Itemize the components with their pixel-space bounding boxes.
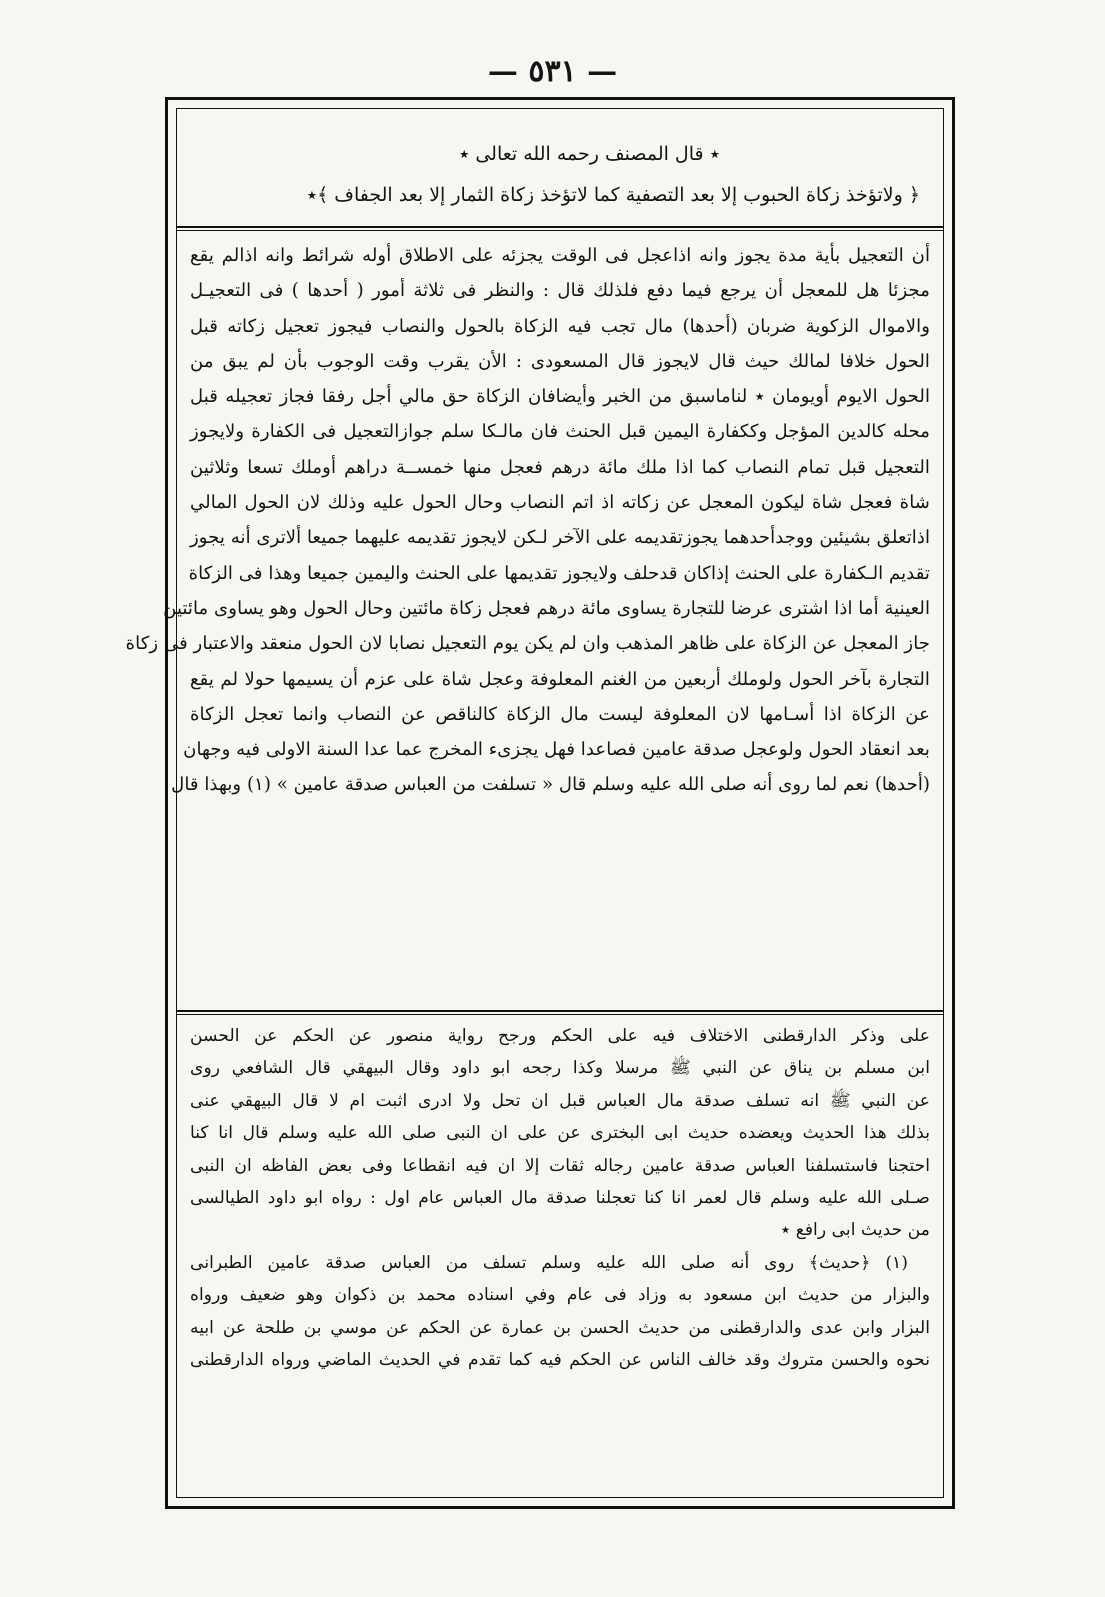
footnote-line: ابن مسلم بن يناق عن النبي ﷺ مرسلا وكذا رجحه ابو داود وقال البيهقي قال الشافعي روى [190, 1058, 930, 1079]
footnote-line: صـلى الله عليه وسلم قال لعمر انا كنا تعجلنا صدقة مال العباس عام اول : رواه ابو داود الطيالسى [190, 1188, 930, 1209]
header-line: ٭ قال المصنف رحمه الله تعالى ٭ [458, 143, 720, 165]
footnote-line: بذلك هذا الحديث ويعضده حديث ابى البخترى عن على ان النبى صلى الله عليه وسلم قال انا كنا [190, 1123, 930, 1144]
commentary-line: تقديم الـكفارة على الحنث إذاكان قدحلف ولايجوز تقديمها على الحنث واليمين جميعا وهذا فى الزكاة [188, 562, 930, 584]
commentary-line: جاز المعجل عن الزكاة على ظاهر المذهب وان لم يكن يوم التعجيل نصابا لان الحول منعقد والاعتبار فى زكاة [125, 633, 930, 655]
commentary-line: أن التعجيل بأية مدة يجوز وانه اذاعجل فى الوقت يجزئه على الاطلاق أوله شرائط وانه اذالم يقع [190, 245, 930, 266]
footnote-divider [176, 1010, 944, 1015]
commentary-line: التجارة بآخر الحول ولوملك أربعين من الغنم المعلوفة وعجل شاة على عزم أن يسيمها حولا لم يقع [190, 668, 930, 690]
footnote-line: نحوه والحسن متروك وقد خالف الناس عن الحكم فيه كما تقدم في الحديث الماضي ورواه الدارقطنى [190, 1350, 930, 1371]
footnote-line: (١) ﴿حديث﴾ روى أنه صلى الله عليه وسلم تسلف من العباس صدقة عامين الطبرانى [190, 1252, 908, 1273]
footnote-line: من حديث ابى رافع ٭ [780, 1220, 930, 1241]
commentary-line: العينية أما اذا اشترى عرضا للتجارة يساوى مائة درهم فعجل زكاة مائتين وحال الحول وهو يساوى مائتين [163, 597, 930, 619]
footnotes-text [190, 1020, 930, 1376]
commentary-line: الحول الايوم أويومان ٭ لناماسبق من الخبر وأيضافان الزكاة حق مالي أجل رفقا فجاز تعجيله قبل [190, 386, 930, 408]
footnote-line: البزار وابن عدى والدارقطنى من حديث الحسن بن عمارة عن الحكم عن موسي بن طلحة عن ابيه [190, 1317, 930, 1338]
footnote-line: على وذكر الدارقطنى الاختلاف فيه على الحكم ورجح رواية منصور عن الحكم عن الحسن [190, 1026, 930, 1046]
header-divider [176, 226, 944, 231]
footnote-line: عن النبي ﷺ انه تسلف صدقة مال العباس قبل ان تحل ولا ادرى اثبت ام لا قال البيهقي عنى [190, 1090, 930, 1111]
commentary-line: شاة فعجل شاة ليكون المعجل عن زكاته اذ اتم النصاب وحال الحول عليه وذلك لان الحول المالي [190, 492, 930, 514]
commentary-line: مجزئا هل للمعجل أن يرجع فيما دفع فلذلك قال : والنظر فى ثلاثة أمور ( أحدها ) فى التعجيـل [190, 280, 930, 302]
commentary-line: الحول خلافا لمالك حيث قال لايجوز قال المسعودى : الأن يقرب وقت الوجوب بأن لم يبق من [190, 350, 930, 372]
section-header [190, 134, 930, 216]
commentary-line: بعد انعقاد الحول ولوعجل صدقة عامين فصاعدا فهل يجزىء المخرج عما عدا السنة الاولى فيه وجهان [183, 739, 930, 761]
commentary-line: محله كالدين المؤجل وككفارة اليمين قبل الحنث فان مالـكا سلم جوازالتعجيل فى الكفارة ولايجوز [190, 421, 930, 443]
commentary-line: والاموال الزكوية ضربان (أحدها) مال تجب فيه الزكاة بالحول والنصاب فيجوز تعجيل زكاته قبل [190, 315, 930, 337]
page-number: — ٥٣١ — [487, 54, 618, 89]
commentary-text [125, 238, 930, 803]
commentary-line: التعجيل قبل تمام النصاب كما اذا ملك مائة درهم فعجل منها خمســة دراهم أوملك تسعا وثلاثين [190, 456, 930, 478]
footnote-line: احتجنا فاستسلفنا العباس صدقة عامين رجاله ثقات إلا ان فيه انقطاعا وفى بعض الفاظه ان النبى [190, 1155, 930, 1176]
commentary-line: عن الزكاة اذا أسـامها لان المعلوفة ليست مال الزكاة كالناقص عن النصاب وانما تعجل الزكاة [190, 703, 930, 725]
commentary-line: اذاتعلق بشيئين ووجدأحدهما يجوزتقديمه على الآخر لـكن لايجوز تقديمه عليهما جميعا ألاترى أنه يجوز [190, 527, 930, 549]
header-line: ﴿ ولاتؤخذ زكاة الحبوب إلا بعد التصفية كما لاتؤخذ زكاة الثمار إلا بعد الجفاف ﴾٭ [306, 184, 920, 206]
footnote-line: والبزار من حديث ابن مسعود به وزاد فى عام وفي اسناده محمد بن ذكوان وهو ضعيف ورواه [190, 1285, 930, 1306]
commentary-line: (أحدها) نعم لما روى أنه صلى الله عليه وسلم قال « تسلفت من العباس صدقة عامين » (١) وبهذا قال [171, 774, 930, 796]
